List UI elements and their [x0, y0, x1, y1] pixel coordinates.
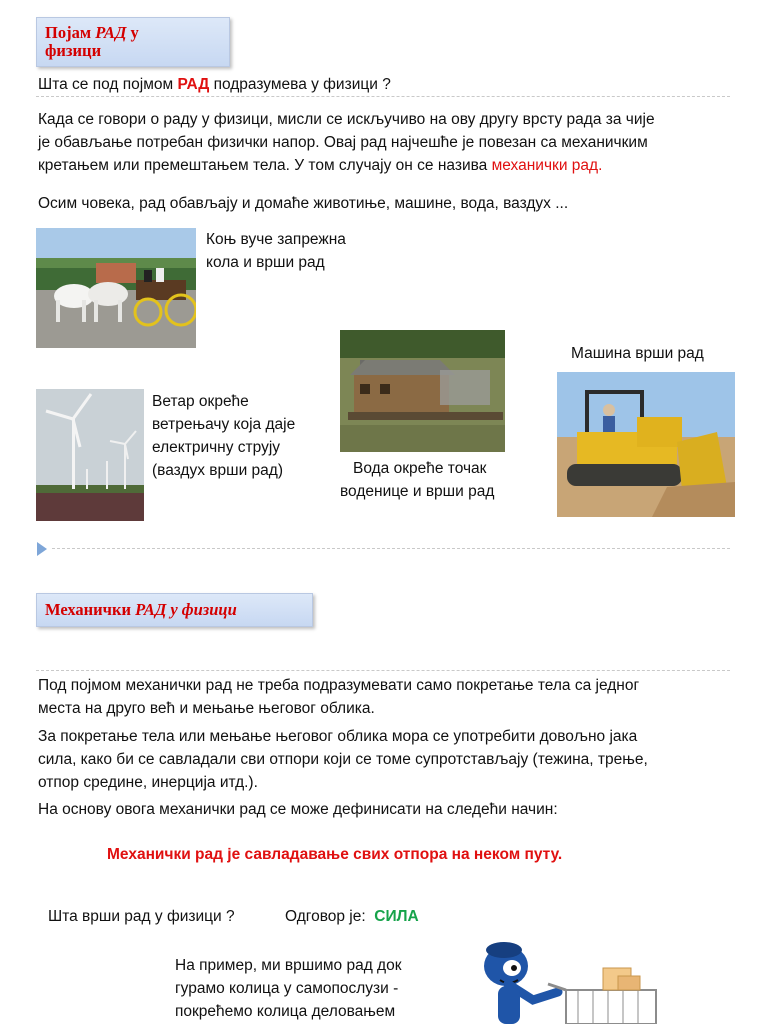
paragraph-3-line-1: Под појмом механички рад не треба подразумевати само покретање тела са једног — [38, 677, 640, 694]
paragraph-4-line-1: За покретање тела или мењање његовог облика мора се употребити довољно јака — [38, 728, 638, 745]
caption-horse-line-1: Коњ вуче запрежна — [206, 231, 346, 248]
cart-pusher-illustration — [478, 940, 668, 1024]
paragraph-4-line-3: отпор средине, инерција итд.). — [38, 774, 258, 791]
question-1 — [38, 73, 391, 96]
paragraph-1-line-3 — [38, 154, 602, 177]
play-arrow-icon[interactable] — [37, 542, 47, 556]
paragraph-1-line-3-text: кретањем или премештањем тела. У том случају он се назива — [38, 157, 492, 174]
answer-label-text: Одговор је: — [285, 908, 366, 925]
title-italic: РАД — [95, 23, 127, 42]
question-1-before: Шта се под појмом — [38, 76, 178, 93]
title-suffix: у — [126, 23, 139, 42]
horse-carriage-image — [36, 228, 196, 348]
title2-prefix: Механички — [45, 600, 136, 619]
caption-wind-line-3: електричну струју — [152, 439, 281, 456]
section-title-1 — [45, 24, 139, 60]
section-title-2 — [45, 601, 237, 619]
title2-italic: РАД у физици — [135, 600, 237, 619]
definition: Механички рад је савладавање свих отпора на неком путу. — [107, 846, 563, 863]
question-2: Шта врши рад у физици ? — [48, 908, 235, 925]
answer-value: СИЛА — [374, 908, 419, 925]
question-1-after: подразумева у физици ? — [209, 76, 391, 93]
caption-water-line-2: воденице и врши рад — [340, 483, 495, 500]
caption-machine: Машина врши рад — [571, 345, 704, 362]
divider-1 — [36, 96, 730, 97]
bulldozer-image — [557, 372, 735, 517]
answer-label — [285, 905, 419, 928]
paragraph-5: На основу овога механички рад се може дефинисати на следећи начин: — [38, 801, 558, 818]
question-1-highlight: РАД — [177, 76, 210, 93]
paragraph-1-line-1: Када се говори о раду у физици, мисли се искључиво на ову другу врсту рада за чије — [38, 111, 655, 128]
paragraph-4-line-2: сила, како би се савладали сви отпори који се томе супротстављају (тежина, трење, — [38, 751, 648, 768]
paragraph-6-line-3: покрећемо колица деловањем — [175, 1003, 396, 1020]
wind-turbine-image — [36, 389, 144, 521]
title-line2: физици — [45, 41, 102, 60]
paragraph-1-line-2: је обављање потребан физички напор. Овај рад најчешће је повезан са механичким — [38, 134, 648, 151]
caption-horse-line-2: кола и врши рад — [206, 254, 325, 271]
title-prefix: Појам — [45, 23, 96, 42]
section-title-box-1 — [36, 17, 230, 67]
paragraph-3-line-2: места на друго већ и мењање његовог облика. — [38, 700, 375, 717]
section-title-box-2 — [36, 593, 313, 627]
water-mill-image — [340, 330, 505, 452]
paragraph-2: Осим човека, рад обављају и домаће животиње, машине, вода, ваздух ... — [38, 195, 569, 212]
divider-3 — [36, 670, 730, 671]
caption-wind-line-1: Ветар окреће — [152, 393, 249, 410]
caption-water-line-1: Вода окреће точак — [353, 460, 487, 477]
paragraph-1-highlight: механички рад. — [491, 157, 603, 174]
paragraph-6-line-2: гурамо колица у самопослузи - — [175, 980, 399, 997]
paragraph-6-line-1: На пример, ми вршимо рад док — [175, 957, 402, 974]
divider-2 — [52, 548, 730, 549]
caption-wind-line-4: (ваздух врши рад) — [152, 462, 283, 479]
caption-wind-line-2: ветрењачу која даје — [152, 416, 296, 433]
